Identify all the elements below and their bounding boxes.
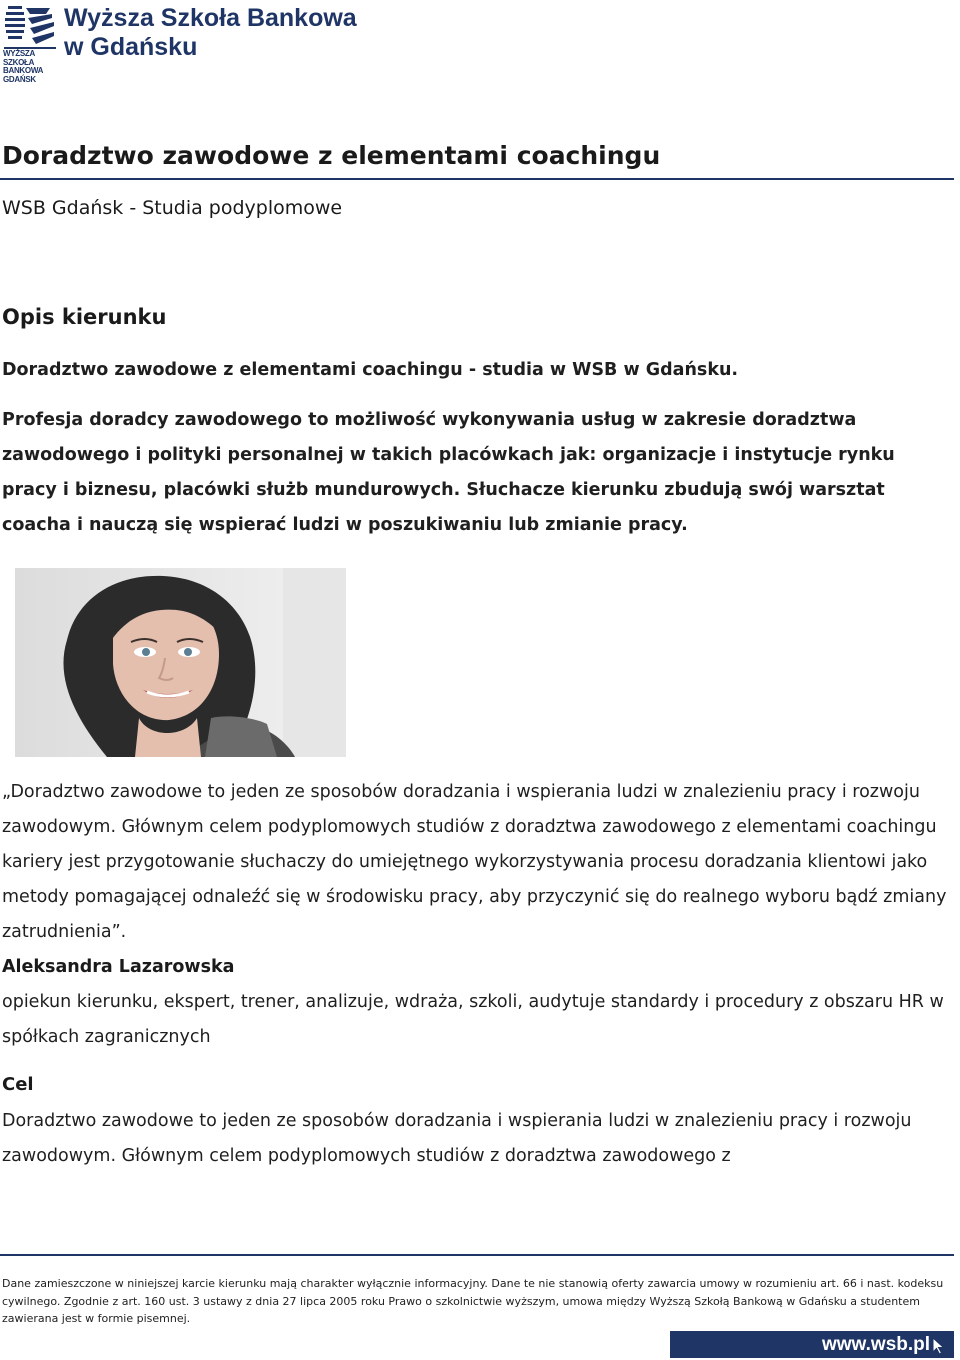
cursor-icon xyxy=(932,1337,946,1355)
supervisor-role: opiekun kierunku, ekspert, trener, analizuje, wdraża, szkoli, audytuje standardy i procedury z obszaru HR w spółkach zagranicznych xyxy=(2,992,944,1047)
website-link[interactable]: www.wsb.pl xyxy=(670,1331,954,1358)
wsb-logo-graphic xyxy=(2,4,58,52)
section-heading-goal: Cel xyxy=(2,1074,34,1095)
footer-divider xyxy=(0,1254,954,1256)
logo-name-line2: w Gdańsku xyxy=(64,33,198,61)
page-title: Doradztwo zawodowe z elementami coachingu xyxy=(2,141,661,170)
logo-small-text: WYŻSZA SZKOŁA BANKOWA GDAŃSK xyxy=(3,49,43,84)
page-header xyxy=(0,0,960,84)
description-intro: Profesja doradcy zawodowego to możliwość wykonywania usług w zakresie doradztwa zawodowego i polityki personalnej w takich placówkach jak: organizacje i instytucje rynku pracy i biznesu, placówki służb mundurowych. Słuchacze kierunku zbudują swój warsztat coacha i nauczą się wspierać ludzi w poszukiwaniu lub zmianie pracy. xyxy=(2,410,895,535)
description-lead: Doradztwo zawodowe z elementami coachingu - studia w WSB w Gdańsku. xyxy=(2,360,739,380)
quote-paragraph: „Doradztwo zawodowe to jeden ze sposobów doradzania i wspierania ludzi w znalezieniu pracy i rozwoju zawodowym. Głównym celem podyplomowych studiów z doradztwa zawodowego z elementami coachingu kariery jest przygotowanie słuchaczy do umiejętnego wykorzystywania procesu doradzania klientowi jako metody pomagającej odnaleźć się w środowisku pracy, aby przyczynić się do realnego wyboru bądź zmiany zatrudnienia”. xyxy=(2,782,947,942)
section-heading-description: Opis kierunku xyxy=(2,305,167,329)
title-divider xyxy=(0,178,954,180)
portrait-illustration xyxy=(15,568,346,757)
supervisor-name: Aleksandra Lazarowska xyxy=(2,957,235,977)
portrait-photo xyxy=(15,568,346,757)
goal-paragraph: Doradztwo zawodowe to jeden ze sposobów doradzania i wspierania ludzi w znalezieniu pracy i rozwoju zawodowym. Głównym celem podyplomowych studiów z doradztwa zawodowego z xyxy=(2,1111,912,1166)
page-subtitle: WSB Gdańsk - Studia podyplomowe xyxy=(2,197,343,219)
logo-name-line1: Wyższa Szkoła Bankowa xyxy=(64,4,357,32)
footer-disclaimer: Dane zamieszczone w niniejszej karcie kierunku mają charakter wyłącznie informacyjny. Dane te nie stanowią oferty zawarcia umowy w rozumieniu art. 66 i nast. kodeksu cywilnego. Zgodnie z art. 160 ust. 3 ustawy z dnia 27 lipca 2005 roku Prawo o szkolnictwie wyższym, umowa między Wyższą Szkołą Bankową w Gdańsku a studentem zawierana jest w formie pisemnej. xyxy=(2,1277,944,1325)
logo-name[interactable] xyxy=(64,4,357,62)
